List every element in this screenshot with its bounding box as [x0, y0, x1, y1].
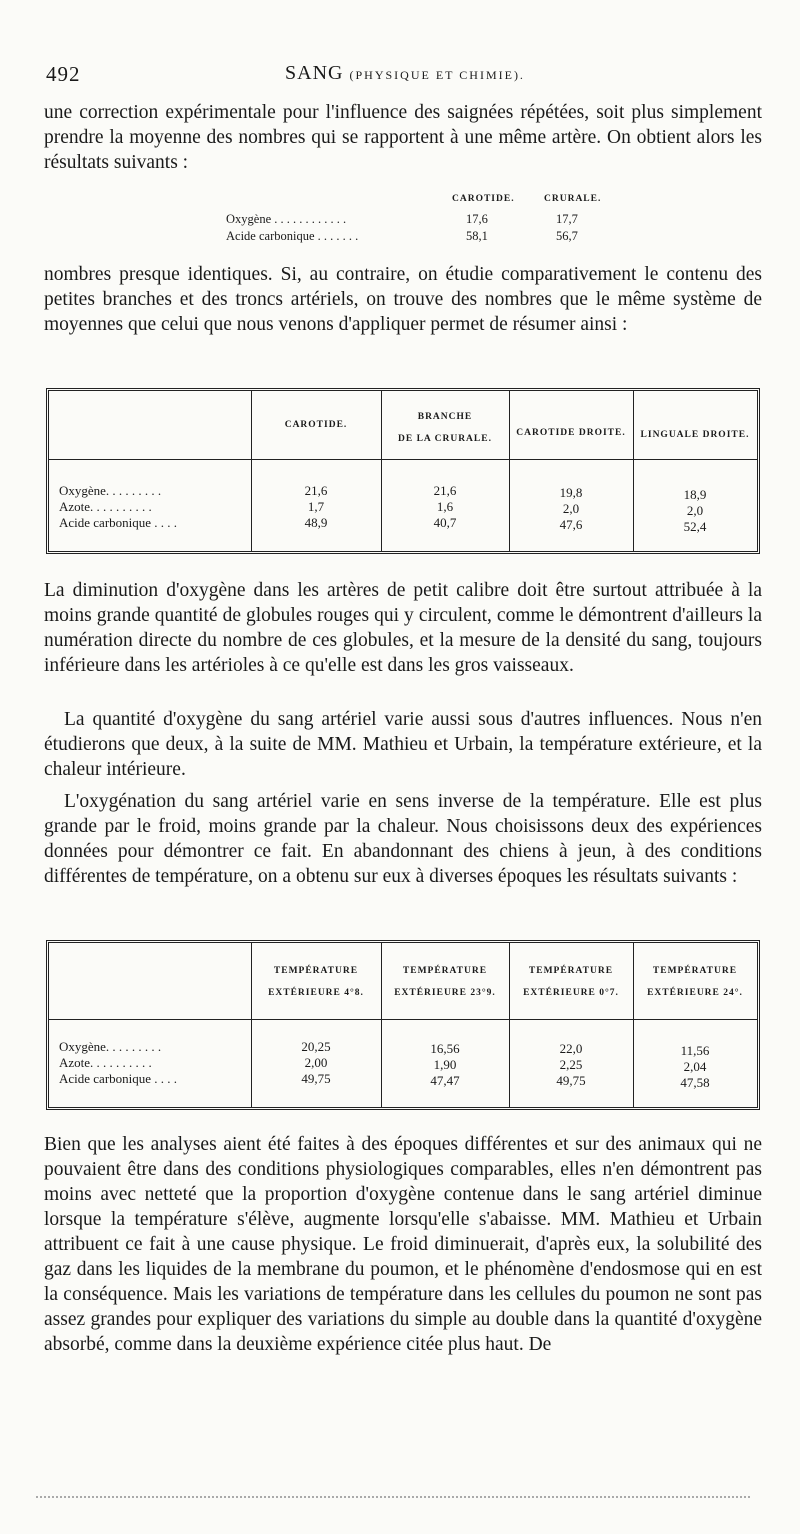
col-header-de-la-crurale: DE LA CRURALE.	[398, 434, 492, 444]
table-cell: 49,75	[301, 1071, 331, 1086]
mini-row-oxygene	[226, 212, 626, 228]
row-label-acide: Acide carbonique . . . .	[59, 515, 178, 530]
mini-row-acide	[226, 229, 626, 245]
table-cell: 18,9	[683, 487, 707, 502]
col-header-t4-line2: EXTÉRIEURE 24°.	[647, 988, 743, 998]
mini-row-label: Oxygène . . . . . . . . . . . .	[226, 212, 347, 226]
col-header-carotide: CAROTIDE.	[284, 420, 348, 430]
col-header-t3-line1: TEMPÉRATURE	[528, 966, 614, 976]
running-title-sub: (PHYSIQUE ET CHIMIE).	[349, 68, 525, 82]
page-header	[46, 62, 764, 88]
col-header-linguale-droite: LINGUALE DROITE.	[640, 430, 750, 440]
col-header-t1-line2: EXTÉRIEURE 4°8.	[268, 988, 364, 998]
running-title-main: SANG	[285, 62, 344, 84]
paragraph-5: L'oxygénation du sang artériel varie en sens inverse de la température. Elle est plus grande par le froid, moins grande par la chaleur. Nous choisissons deux des expériences données pour démontrer ce fait. En abandonnant des chiens à jeun, à des conditions différentes de température, on a obtenu sur eux à diverses époques les résultats suivants :	[44, 791, 762, 887]
table-cell: 1,7	[307, 499, 325, 514]
mini-cell: 56,7	[556, 229, 578, 243]
row-label-azote: Azote. . . . . . . . . .	[59, 499, 152, 514]
paragraph-6: Bien que les analyses aient été faites à des époques différentes et sur des animaux qui ne pouvaient être dans des conditions physiologiques comparables, elles n'en démontrent pas moins avec netteté que la proportion d'oxygène contenue dans le sang artériel diminue lorsque la température s'élève, augmente lorsqu'elle s'abaisse. MM. Mathieu et Urbain attribuent ce fait à une cause physique. Le froid diminuerait, d'après eux, la solubilité des gaz dans les liquides de la membrane du poumon, et le phénomène d'endosmose qui en est la conséquence. Mais les variations de température dans les cellules du poumon ne sont pas assez grandes pour expliquer des variations du simple au double dans la quantité d'oxygène absorbé, comme dans la deuxième expérience citée plus haut. De	[44, 1134, 762, 1355]
row-label-oxygene: Oxygène. . . . . . . . .	[59, 483, 162, 498]
table-cell: 16,56	[430, 1041, 460, 1056]
table-divider	[509, 391, 510, 551]
paragraph-2: nombres presque identiques. Si, au contraire, on étudie comparativement le contenu des petites branches et des troncs artériels, on trouve des nombres que le même système de moyennes que celui que nous venons d'appliquer permet de résumer ainsi :	[44, 264, 762, 335]
table-cell: 47,58	[680, 1075, 710, 1090]
row-label-azote: Azote. . . . . . . . . .	[59, 1055, 152, 1070]
paragraph-4: La quantité d'oxygène du sang artériel varie aussi sous d'autres influences. Nous n'en étudierons que deux, à la suite de MM. Mathieu et Urbain, la température extérieure, et la chaleur intérieure.	[44, 709, 762, 780]
table-cell: 47,47	[430, 1073, 460, 1088]
table-header-rule	[49, 1019, 757, 1020]
paragraph-1: une correction expérimentale pour l'influence des saignées répétées, soit plus simplement prendre la moyenne des nombres qui se rapportent à une même artère. On obtient alors les résultats suivants :	[44, 102, 762, 173]
col-header-t2-line2: EXTÉRIEURE 23°9.	[394, 988, 496, 998]
mini-row-label: Acide carbonique . . . . . . .	[226, 229, 359, 243]
col-header-t4-line1: TEMPÉRATURE	[652, 966, 738, 976]
row-label-acide: Acide carbonique . . . .	[59, 1071, 178, 1086]
page-number: 492	[46, 62, 81, 86]
col-header-t1-line1: TEMPÉRATURE	[273, 966, 359, 976]
table-cell: 1,90	[433, 1057, 457, 1072]
table-cell: 52,4	[683, 519, 707, 534]
col-header-carotide-droite: CAROTIDE DROITE.	[516, 428, 626, 438]
mini-cell: 17,7	[556, 212, 578, 226]
table-cell: 21,6	[433, 483, 457, 498]
table-cell: 2,04	[683, 1059, 707, 1074]
mini-cell: 58,1	[466, 229, 488, 243]
table-cell: 22,0	[559, 1041, 583, 1056]
table-cell: 2,00	[304, 1055, 328, 1070]
col-header-t2-line1: TEMPÉRATURE	[402, 966, 488, 976]
arteries-table	[46, 388, 760, 554]
scan-bottom-edge	[36, 1496, 750, 1501]
table-cell: 47,6	[559, 517, 583, 532]
table-cell: 20,25	[301, 1039, 331, 1054]
temperature-table	[46, 940, 760, 1110]
table-cell: 40,7	[433, 515, 457, 530]
table-cell: 19,8	[559, 485, 583, 500]
table-divider	[633, 391, 634, 551]
table-cell: 1,6	[436, 499, 454, 514]
running-title	[46, 62, 764, 85]
col-header-t3-line2: EXTÉRIEURE 0°7.	[523, 988, 619, 998]
table-cell: 2,0	[562, 501, 580, 516]
table-cell: 49,75	[556, 1073, 586, 1088]
mini-col-carotide: CAROTIDE.	[452, 194, 515, 204]
mini-col-crurale: CRURALE.	[544, 194, 602, 204]
col-header-branche: BRANCHE	[417, 412, 473, 422]
table-header-rule	[49, 459, 757, 460]
paragraph-3: La diminution d'oxygène dans les artères de petit calibre doit être surtout attribuée à la moins grande quantité de globules rouges qui y circulent, comme le démontrent d'ailleurs la numération directe du nombre de ces globules, et la mesure de la densité du sang, toujours inférieure dans les artérioles à ce qu'elle est dans les gros vaisseaux.	[44, 580, 762, 676]
table-cell: 2,0	[686, 503, 704, 518]
table-cell: 11,56	[680, 1043, 710, 1058]
mini-cell: 17,6	[466, 212, 488, 226]
table-cell: 48,9	[304, 515, 328, 530]
table-cell: 21,6	[304, 483, 328, 498]
row-label-oxygene: Oxygène. . . . . . . . .	[59, 1039, 162, 1054]
table-cell: 2,25	[559, 1057, 583, 1072]
